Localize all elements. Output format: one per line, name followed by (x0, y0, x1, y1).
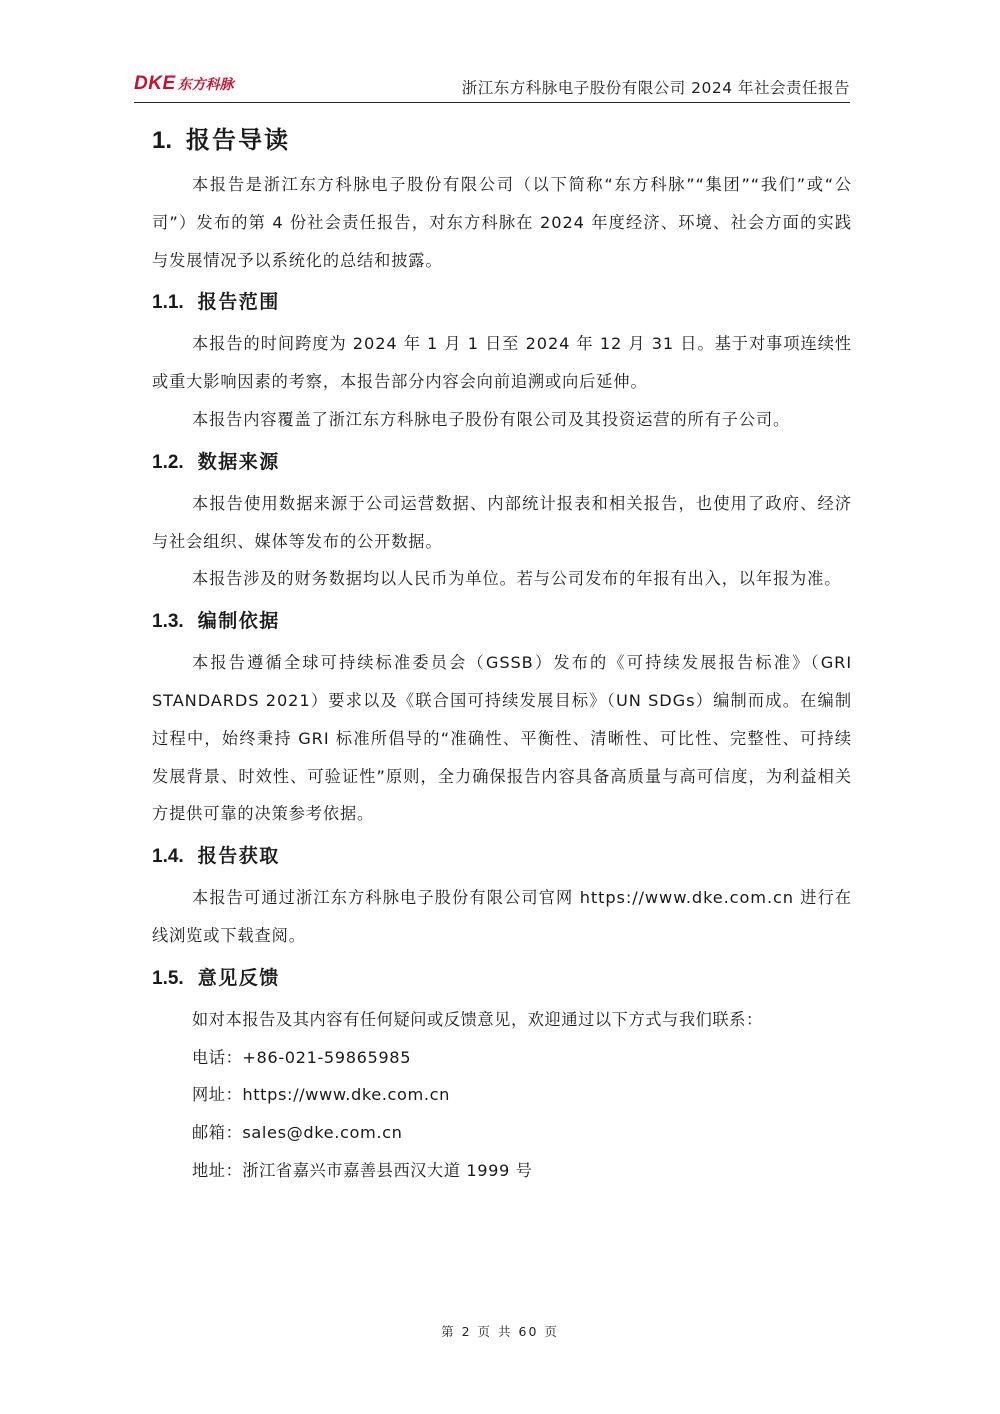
section-number: 1. (152, 127, 173, 154)
section-heading-1-3 (152, 598, 852, 644)
paragraph: 本报告是浙江东方科脉电子股份有限公司（以下简称“东方科脉”“集团”“我们”或“公司”）发布的第 4 份社会责任报告，对东方科脉在 2024 年度经济、环境、社会方面的实践与发展情况予以系统化的总结和披露。 (152, 175, 852, 270)
logo-latin-text: DKE (134, 73, 176, 94)
section-title: 报告导读 (186, 126, 291, 154)
section-number: 1.5. (152, 967, 184, 989)
section-number: 1.4. (152, 846, 184, 868)
contact-phone: 电话：+86-021-59865985 (192, 1047, 412, 1067)
logo-chinese-text: 东方科脉 (177, 77, 234, 93)
section-title: 意见反馈 (197, 966, 280, 989)
section-title: 报告获取 (197, 845, 280, 868)
section-heading-1-2 (152, 439, 852, 485)
report-title: 浙江东方科脉电子股份有限公司 2024 年社会责任报告 (461, 79, 850, 97)
feedback-intro: 如对本报告及其内容有任何疑问或反馈意见，欢迎通过以下方式与我们联系： (192, 1009, 763, 1029)
section-heading-1 (152, 118, 852, 166)
page-header (134, 62, 850, 103)
paragraph: 本报告使用数据来源于公司运营数据、内部统计报表和相关报告，也使用了政府、经济与社会组织、媒体等发布的公开数据。 (152, 493, 852, 551)
page-content (152, 118, 852, 1190)
page-number: 2 (461, 1324, 472, 1339)
paragraph: 本报告涉及的财务数据均以人民币为单位。若与公司发布的年报有出入，以年报为准。 (192, 569, 842, 589)
section-number: 1.3. (152, 611, 184, 633)
section-number: 1.2. (152, 451, 184, 473)
paragraph: 本报告遵循全球可持续标准委员会（GSSB）发布的《可持续发展报告标准》（GRI STANDARDS 2021）要求以及《联合国可持续发展目标》（UN SDGs）编制而成。在编制过程中，始终秉持 GRI 标准所倡导的“准确性、平衡性、清晰性、可比性、完整性、可持续发展背景、时效性、可验证性”原则，全力确保报告内容具备高质量与高可信度，为利益相关方提供可靠的决策参考依据。 (152, 653, 852, 824)
paragraph: 本报告可通过浙江东方科脉电子股份有限公司官网 https://www.dke.com.cn 进行在线浏览或下载查阅。 (152, 888, 852, 945)
paragraph: 本报告内容覆盖了浙江东方科脉电子股份有限公司及其投资运营的所有子公司。 (192, 409, 791, 429)
footer-mid: 页 共 (477, 1324, 513, 1339)
company-logo (134, 72, 234, 96)
page-footer (0, 1322, 1000, 1340)
contact-email: 邮箱：sales@dke.com.cn (192, 1123, 403, 1143)
contact-website: 网址：https://www.dke.com.cn (192, 1085, 451, 1105)
section-heading-1-5 (152, 955, 852, 1001)
section-title: 报告范围 (197, 291, 280, 314)
section-number: 1.1. (152, 292, 184, 314)
section-heading-1-4 (152, 833, 852, 879)
section-heading-1-1 (152, 279, 852, 325)
paragraph: 本报告的时间跨度为 2024 年 1 月 1 日至 2024 年 12 月 31 日。基于对事项连续性或重大影响因素的考察，本报告部分内容会向前追溯或向后延伸。 (152, 334, 852, 392)
section-title: 数据来源 (197, 450, 280, 473)
section-title: 编制依据 (197, 610, 280, 633)
footer-prefix: 第 (441, 1324, 456, 1339)
page-total: 60 (518, 1324, 539, 1339)
footer-suffix: 页 (544, 1324, 559, 1339)
contact-address: 地址：浙江省嘉兴市嘉善县西汉大道 1999 号 (192, 1160, 533, 1180)
